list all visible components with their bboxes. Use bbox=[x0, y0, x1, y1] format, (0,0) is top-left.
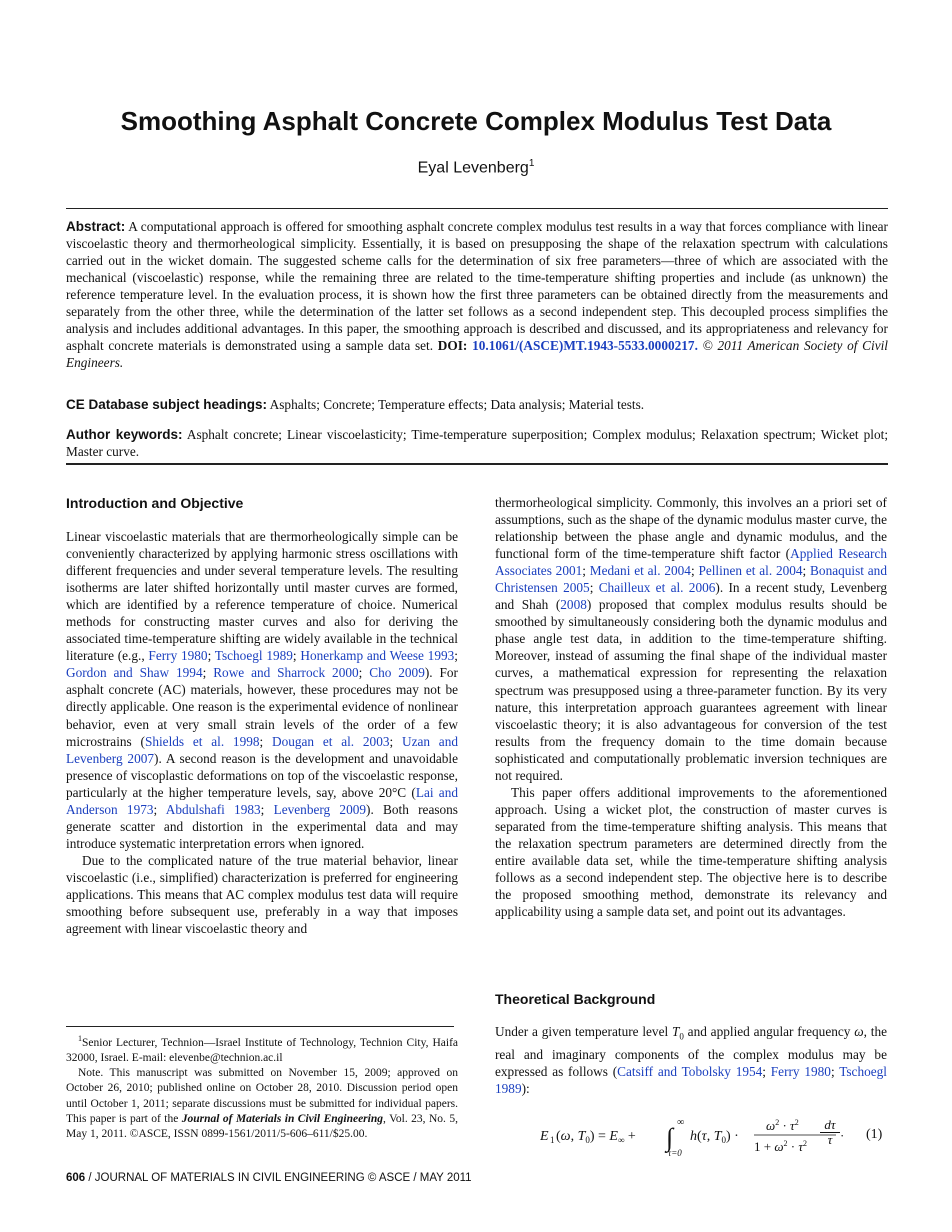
text-run: ). In a recent study, Levenberg and Shah ( bbox=[495, 580, 887, 613]
doi-label: DOI: bbox=[437, 338, 468, 353]
theory-paragraph-1: Under a given temperature level $T_0$ and applied angular frequency ω, the real and imaginary components of the complex modulus may be expressed as follows (Catsiff and Tobolsky 1954; Ferry 1980; Tschoegl 1989): bbox=[495, 1024, 887, 1096]
theory-heading: Theoretical Background bbox=[495, 991, 656, 1007]
citation-link[interactable]: Cho 2009 bbox=[369, 665, 425, 681]
footnotes bbox=[66, 1031, 458, 1142]
citation-link[interactable]: Catsiff and Tobolsky 1954 bbox=[617, 1063, 763, 1079]
citation-link[interactable]: Ferry 1980 bbox=[148, 648, 208, 664]
citation-link[interactable]: Honerkamp and Weese 1993 bbox=[300, 648, 455, 664]
dtau-fraction bbox=[820, 1118, 840, 1147]
integral-upper: ∞ bbox=[677, 1117, 685, 1128]
eq-kernel: h(τ, $T_0$) · bbox=[690, 1129, 739, 1145]
intro-paragraph-2: Due to the complicated nature of the true material behavior, linear viscoelastic (i.e., simplified) characterization is preferred for engineering applications. This means that AC complex modulus test data will require smoothing before subsequent use, preferably in a way that imposes agreement with linear viscoelastic theory and bbox=[66, 852, 458, 937]
journal-name: Journal of Materials in Civil Engineering bbox=[181, 1112, 383, 1125]
page-number: 606 bbox=[66, 1172, 86, 1184]
eq-lhs: E bbox=[540, 1129, 549, 1144]
citation-link[interactable]: Abdulshafi 1983 bbox=[165, 801, 261, 817]
eq-sub: 1 bbox=[550, 1135, 555, 1145]
text-run: thermorheological simplicity. Commonly, this involves an a priori set of assumptions, such as the shape of the dynamic modulus master curve, the relationship between the phase angle and dynamic modulus, and the functional form of the time-temperature shift factor ( bbox=[495, 495, 887, 562]
dot: · bbox=[840, 1128, 845, 1143]
text-run: ). A second reason is the development and unavoidable presence of viscoplastic deformations on top of the viscoelastic response, particularly at the higher temperature levels, say, above 20°C ( bbox=[66, 750, 458, 800]
header-rule-bottom bbox=[66, 463, 888, 465]
theory-body bbox=[495, 1023, 887, 1097]
citation-link[interactable]: Applied Research Associates 2001 bbox=[495, 546, 888, 579]
subject-headings bbox=[66, 396, 888, 413]
page-footer bbox=[66, 1172, 472, 1184]
citation-link[interactable]: Medani et al. 2004 bbox=[589, 563, 691, 579]
dtau-den: τ bbox=[820, 1132, 840, 1147]
text-run: , Vol. 23, No. 5, May 1, 2011. ©ASCE, ISSN 0899-1561/2011/5-606–611/$25.00. bbox=[66, 1112, 458, 1141]
equation-1 bbox=[540, 1112, 850, 1158]
text-run: ) proposed that complex modulus results should be smoothed by simultaneously considering both the dynamic modulus and phase angle test data, in addition to the time-temperature shifting. Moreover, instead of assuming the final shape of the individual master curves, a mathematical expression for representing the relaxation spectrum was presupposed using a three-parameter function. By its very nature, this interpretation approach guarantees agreement with linear viscoelastic theory; it is also advantageous for conversion of the test results from the frequency domain to the time domain because sophisticated and computationally problematic inversion techniques are not required. bbox=[495, 597, 887, 783]
copyright-notice: © 2011 American Society of Civil Engineers. bbox=[66, 338, 888, 370]
text-run: ): bbox=[521, 1080, 530, 1096]
header-rule-top bbox=[66, 208, 888, 209]
integral-sign: ∫ bbox=[666, 1123, 674, 1152]
left-column-body bbox=[66, 528, 458, 937]
citation-link[interactable]: Shields et al. 1998 bbox=[144, 733, 260, 749]
abstract-text: A computational approach is offered for smoothing asphalt concrete complex modulus test results in a way that forces compliance with linear viscoelastic theory and thermorheological simplicity. Essentially, it is based on presupposing the shape of the relaxation spectrum with calculations carried out in the wicket domain. The suggested scheme calls for the determination of six free parameters—three of which are associated with the mechanical (viscoelastic) response, while the remaining three are related to the time-temperature shifting properties and include (as unknown) the reference temperature level. In the evaluation process, it is shown how the first three parameters can be obtained directly from the measurements and separately from the other three, while the determination of the latter set follows as a second independent step. This decoupled process simplifies the analysis and includes additional advantages. In this paper, the smoothing approach is described and discussed, and its appropriateness and relevancy for asphalt concrete materials is demonstrated using a sample data set. bbox=[66, 219, 888, 353]
author-name: Eyal Levenberg bbox=[417, 159, 529, 177]
intro-paragraph-4: This paper offers additional improvements to the aforementioned approach. Using a wicket plot, the construction of master curves is separated from the time-temperature shifting analysis. This means that the relaxation spectrum parameters are determined directly from the entire available data set, while the time-temperature shifting analysis follows as a second independent step. The objective here is to describe the proposed smoothing method, demonstrate its relevancy and applicability using a sample data set, and point out its advantages. bbox=[495, 784, 887, 920]
citation-link[interactable]: Pellinen et al. 2004 bbox=[698, 563, 803, 579]
paper-title: Smoothing Asphalt Concrete Complex Modulus Test Data bbox=[120, 106, 832, 136]
equation-number: (1) bbox=[866, 1127, 883, 1142]
footnote-affiliation bbox=[66, 1031, 458, 1066]
eq-num: $\omega^2 \cdot \tau^2$ bbox=[766, 1118, 799, 1133]
text-run: Linear viscoelastic materials that are thermorheologically simple can be conveniently characterized by applying harmonic stress oscillations with different frequencies and under several temperature levels. The resulting isotherms are later shifted horizontally until master curves are formed, which are identified by a reference temperature of choice. Numerical methods for constructing master curves and also for deriving the associated time-temperature shifting are widely available in the technical literature (e.g., bbox=[66, 529, 458, 664]
subject-headings-label: CE Database subject headings: bbox=[66, 397, 268, 412]
dtau-num: dτ bbox=[824, 1117, 836, 1132]
citation-link[interactable]: Levenberg 2009 bbox=[273, 801, 367, 817]
symbol-T0: T bbox=[671, 1024, 680, 1039]
right-column-body bbox=[495, 494, 887, 920]
text-run: Under a given temperature level bbox=[495, 1024, 672, 1039]
footnote-manuscript-note bbox=[66, 1066, 458, 1142]
footnote-rule bbox=[66, 1026, 454, 1027]
running-footer-text: / JOURNAL OF MATERIALS IN CIVIL ENGINEERING © ASCE / MAY 2011 bbox=[85, 1172, 472, 1184]
citation-link[interactable]: Bonaquist and Christensen 2005 bbox=[495, 563, 887, 596]
integral-lower: τ=0 bbox=[668, 1148, 682, 1158]
citation-link[interactable]: Lai and Anderson 1973 bbox=[66, 784, 458, 817]
doi-link[interactable]: 10.1061/(ASCE)MT.1943-5533.0000217. bbox=[472, 338, 698, 353]
text-run: ). For asphalt concrete (AC) materials, however, these procedures may not be directly applicable. One reason is the experimental evidence of nonlinear behavior, even at very small strain levels of the order of a few microstrains ( bbox=[66, 665, 458, 749]
citation-link[interactable]: 2008 bbox=[560, 597, 587, 613]
eq-den: $1 + \omega^2 \cdot \tau^2$ bbox=[754, 1139, 808, 1154]
citation-link[interactable]: Chailleux et al. 2006 bbox=[598, 580, 716, 596]
text-run: Note. This manuscript was submitted on November 15, 2009; approved on October 26, 2010; published online on October 28, 2010. Discussion period open until October 1, 2011; separate discussions must be submitted for individual papers. This paper is part of the bbox=[66, 1067, 458, 1125]
text-run: , the real and imaginary components of the complex modulus may be expressed as follows ( bbox=[495, 1024, 887, 1079]
subject-headings-text: Asphalts; Concrete; Temperature effects; Data analysis; Material tests. bbox=[267, 397, 645, 412]
author-keywords-text: Asphalt concrete; Linear viscoelasticity; Time-temperature superposition; Complex modulus; Relaxation spectrum; Wicket plot; Master curve. bbox=[66, 427, 889, 459]
intro-paragraph-3: thermorheological simplicity. Commonly, this involves an a priori set of assumptions, such as the shape of the dynamic modulus master curve, the relationship between the phase angle and dynamic modulus, and the functional form of the time-temperature shift factor (Applied Research Associates 2001; Medani et al. 2004; Pellinen et al. 2004; Bonaquist and Christensen 2005; Chailleux et al. 2006). In a recent study, Levenberg and Shah (2008) proposed that complex modulus results should be smoothed by simultaneously considering both the dynamic modulus and phase angle test data, in addition to the time-temperature shifting. Moreover, instead of assuming the final shape of the individual master curves, a mathematical expression for representing the relaxation spectrum was presupposed using a three-parameter function. By its very nature, this interpretation approach guarantees agreement with linear viscoelastic theory; it is also advantageous for conversion of the test results from the frequency domain to the time domain because sophisticated and computationally problematic inversion techniques are not required. bbox=[495, 495, 888, 783]
abstract-label: Abstract: bbox=[66, 219, 126, 234]
equation-1-dtau bbox=[840, 1112, 862, 1158]
citation-link[interactable]: Gordon and Shaw 1994 bbox=[66, 665, 203, 681]
citation-link[interactable]: Rowe and Sharrock 2000 bbox=[213, 665, 359, 681]
citation-link[interactable]: Ferry 1980 bbox=[770, 1063, 831, 1079]
citation-link[interactable]: Tschoegl 1989 bbox=[495, 1063, 887, 1096]
citation-link[interactable]: Tschoegl 1989 bbox=[214, 648, 293, 664]
author-affiliation-marker: 1 bbox=[528, 158, 535, 169]
text-run: and applied angular frequency bbox=[683, 1024, 855, 1039]
affiliation-text: Senior Lecturer, Technion—Israel Institute of Technology, Technion City, Haifa 32000, Israel. E-mail: elevenbe@technion.ac.il bbox=[66, 1036, 458, 1065]
intro-heading: Introduction and Objective bbox=[66, 495, 244, 511]
text-run: ). Both reasons generate scatter and distortion in the experimental data and may introduce systematic interpretation errors when ignored. bbox=[66, 801, 458, 851]
author-keywords-label: Author keywords: bbox=[66, 427, 183, 442]
author-line bbox=[0, 158, 952, 177]
author-keywords bbox=[66, 426, 888, 460]
citation-link[interactable]: Uzan and Levenberg 2007 bbox=[66, 733, 458, 766]
eq-args: (ω, $T_0) = E_\infty$ + bbox=[556, 1129, 636, 1145]
abstract bbox=[66, 218, 888, 371]
footnote-marker: 1 bbox=[78, 1034, 82, 1043]
intro-paragraph-1: Linear viscoelastic materials that are thermorheologically simple can be conveniently characterized by applying harmonic stress oscillations with different frequencies and under several temperature levels. The resulting isotherms are later shifted horizontally until master curves are formed, which are identified by a reference temperature of choice. Numerical methods for constructing master curves and also for deriving the associated time-temperature shifting are widely available in the technical literature (e.g., Ferry 1980; Tschoegl 1989; Honerkamp and Weese 1993; Gordon and Shaw 1994; Rowe and Sharrock 2000; Cho 2009). For asphalt concrete (AC) materials, however, these procedures may not be directly applicable. One reason is the experimental evidence of nonlinear behavior, even at very small strain levels of the order of a few microstrains (Shields et al. 1998; Dougan et al. 2003; Uzan and Levenberg 2007). A second reason is the development and unavoidable presence of viscoplastic deformations on top of the viscoelastic response, particularly at the higher temperature levels, say, above 20°C (Lai and Anderson 1973; Abdulshafi 1983; Levenberg 2009). Both reasons generate scatter and distortion in the experimental data and may introduce systematic interpretation errors when ignored. bbox=[66, 529, 458, 851]
citation-link[interactable]: Dougan et al. 2003 bbox=[271, 733, 390, 749]
symbol-omega: ω bbox=[854, 1024, 864, 1039]
